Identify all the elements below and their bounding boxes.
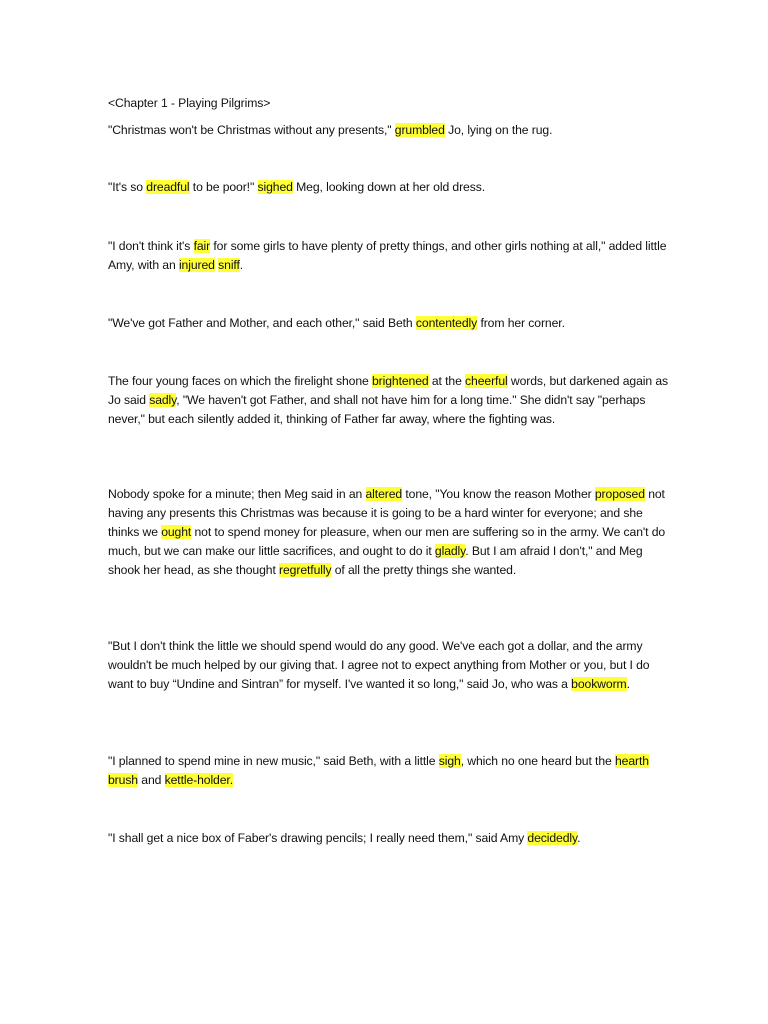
text-run: . But I am afraid I don't," and Meg shook her head, as she thought (108, 544, 643, 577)
highlighted-word: sigh (438, 754, 461, 768)
text-run: "I planned to spend mine in new music," said Beth, with a little (108, 754, 439, 768)
highlighted-word: sighed (257, 180, 293, 194)
text-run: , "We haven't got Father, and shall not have him for a long time." She didn't say "perhaps never," but each silently added it, thinking of Father far away, where the fighting was. (108, 393, 646, 426)
paragraph (108, 372, 668, 429)
text-run: , which no one heard but the (460, 754, 615, 768)
text-run: "I don't think it's (108, 239, 194, 253)
highlighted-word: gladly (434, 544, 466, 558)
paragraph (108, 178, 668, 197)
highlighted-word: kettle-holder. (164, 773, 233, 787)
text-run: . (626, 677, 630, 691)
text-run: "It's so (108, 180, 147, 194)
highlighted-word: sniff (218, 258, 240, 272)
text-run: for some girls to have plenty of pretty things, and other girls nothing at all," added little Amy, with an (108, 239, 667, 272)
text-run: "Christmas won't be Christmas without any presents," (108, 123, 395, 137)
text-run: and (138, 773, 165, 787)
highlighted-word: hearth (614, 754, 649, 768)
text-run: to be poor!" (189, 180, 258, 194)
paragraph (108, 237, 668, 275)
highlighted-word: grumbled (394, 123, 445, 137)
highlighted-word: dreadful (146, 180, 190, 194)
text-run: words, but darkened again as Jo said (108, 374, 668, 407)
paragraph (108, 752, 668, 790)
text-run: not to spend money for pleasure, when our men are suffering so in the army. We can't do much, but we can make our little sacrifices, and ought to do it (108, 525, 666, 558)
paragraph (108, 637, 668, 694)
text-run: "But I don't think the little we should spend would do any good. We've each got a dollar, and the army wouldn't be much helped by our giving that. I agree not to expect anything from Mother or you, but I do want to buy “Undine and Sintran” for myself. I've wanted it so long," said Jo, who was a (108, 639, 650, 691)
highlighted-word: regretfully (279, 563, 332, 577)
paragraph (108, 121, 668, 140)
text-run: not having any presents this Christmas was because it is going to be a hard winter for everyone; and she thinks we (108, 487, 665, 539)
text-run: The four young faces on which the firelight shone (108, 374, 372, 388)
text-run: "We've got Father and Mother, and each other," said Beth (108, 316, 416, 330)
text-run: . (577, 831, 581, 845)
highlighted-word: fair (193, 239, 211, 253)
text-run: Jo, lying on the rug. (444, 123, 553, 137)
highlighted-word: cheerful (465, 374, 508, 388)
paragraph (108, 485, 668, 580)
highlighted-word: altered (365, 487, 403, 501)
text-run: at the (428, 374, 466, 388)
highlighted-word: contentedly (415, 316, 478, 330)
highlighted-word: brightened (371, 374, 429, 388)
text-run: of all the pretty things she wanted. (331, 563, 517, 577)
text-run: Meg, looking down at her old dress. (292, 180, 486, 194)
highlighted-word: decidedly (527, 831, 578, 845)
chapter-heading: <Chapter 1 - Playing Pilgrims> (108, 96, 271, 110)
text-run: Nobody spoke for a minute; then Meg said in an (108, 487, 366, 501)
text-run: from her corner. (477, 316, 565, 330)
text-run: "I shall get a nice box of Faber's drawing pencils; I really need them," said Amy (108, 831, 528, 845)
highlighted-word: bookworm (571, 677, 627, 691)
text-run: tone, "You know the reason Mother (402, 487, 595, 501)
highlighted-word: sadly (149, 393, 177, 407)
paragraph (108, 829, 668, 848)
highlighted-word: injured (178, 258, 215, 272)
highlighted-word: ought (161, 525, 192, 539)
highlighted-word: brush (108, 773, 138, 787)
text-run: . (239, 258, 244, 272)
paragraph (108, 314, 668, 333)
highlighted-word: proposed (594, 487, 645, 501)
